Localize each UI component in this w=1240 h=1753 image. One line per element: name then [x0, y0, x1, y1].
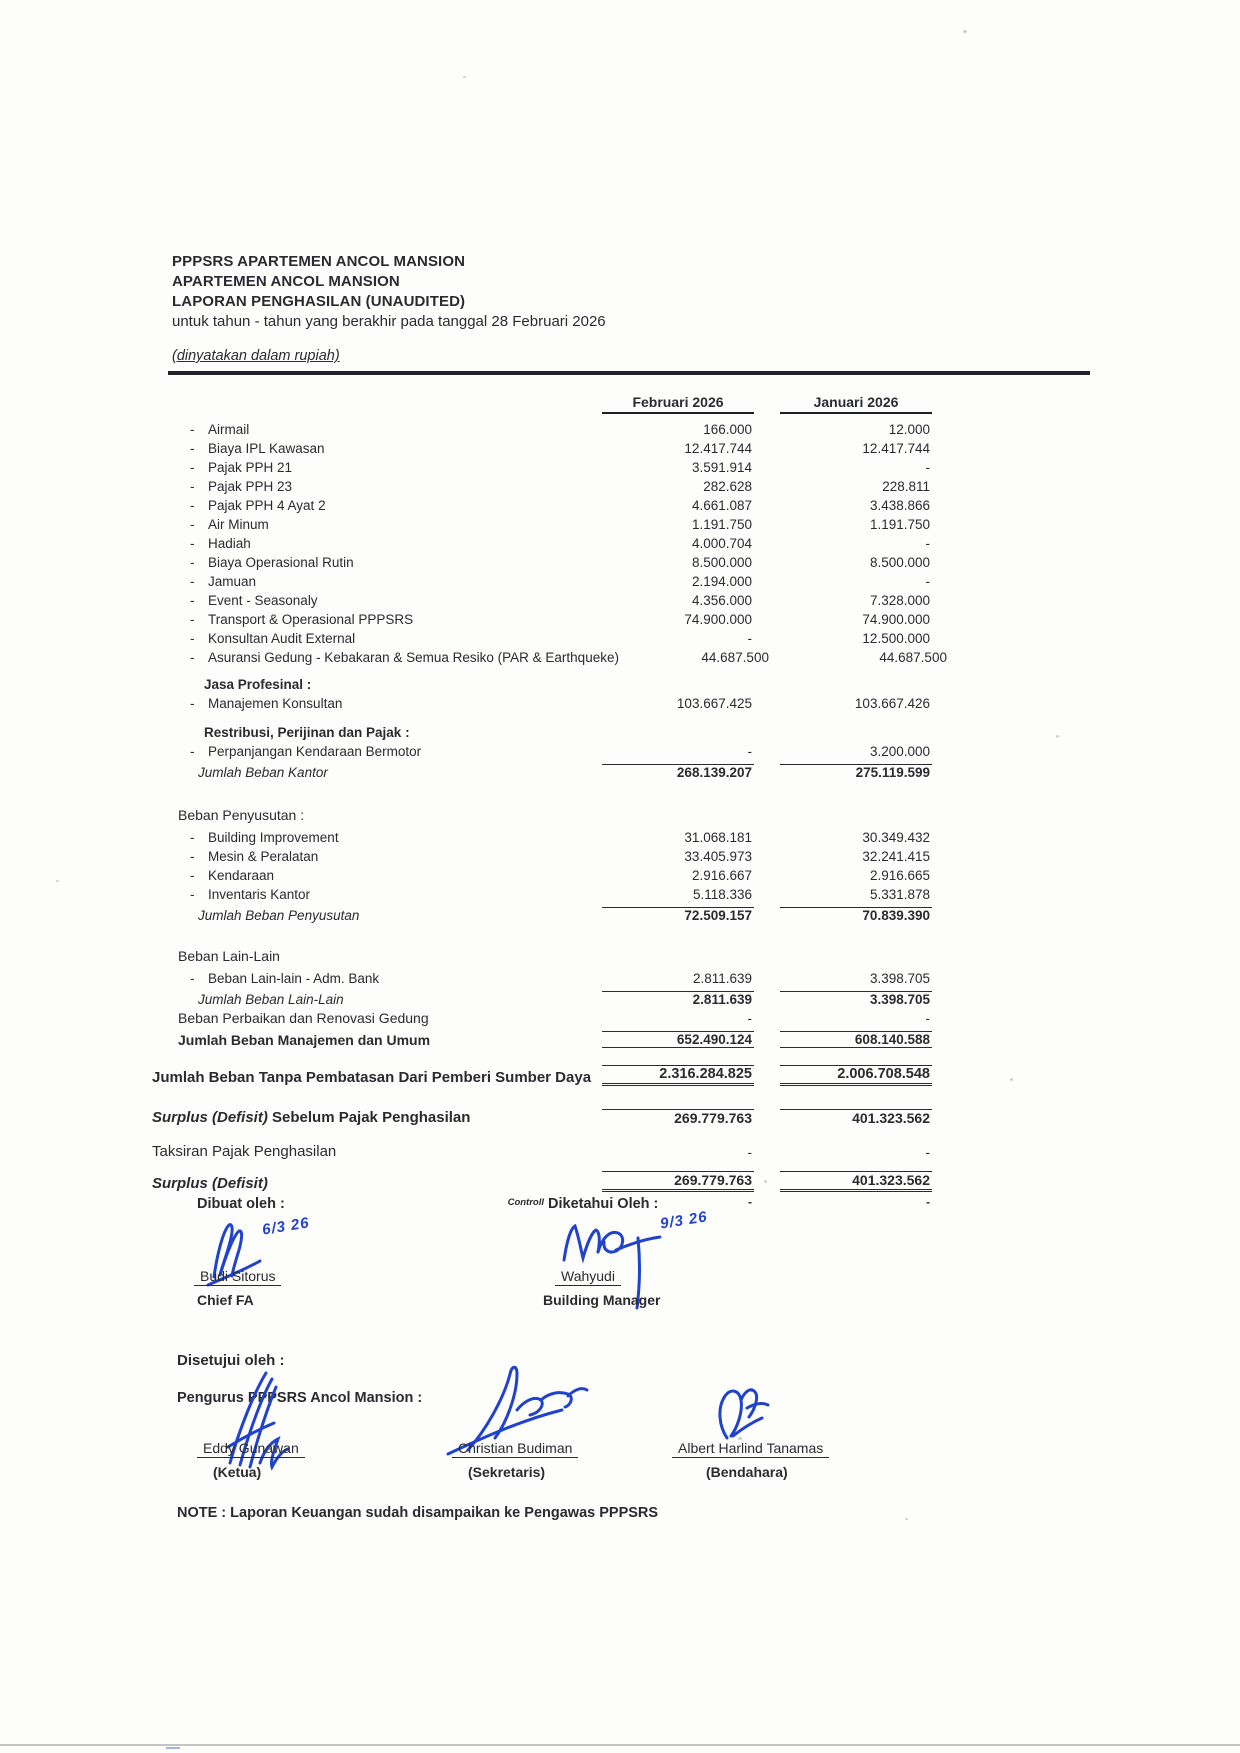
table-gap	[152, 665, 932, 672]
row-label: Beban Penyusutan :	[178, 807, 305, 823]
currency-note: (dinyatakan dalam rupiah)	[172, 348, 340, 364]
scan-speck	[905, 1518, 908, 1520]
table-row	[152, 986, 932, 1007]
value-jan: 12.417.744	[862, 441, 930, 456]
value-feb: 166.000	[703, 422, 752, 437]
table-row	[152, 608, 932, 627]
table-row	[152, 1102, 932, 1126]
value-feb: 5.118.336	[692, 887, 752, 902]
row-label: Jasa Profesinal :	[204, 677, 312, 692]
row-label: Taksiran Pajak Penghasilan	[152, 1143, 337, 1160]
row-label: - Biaya IPL Kawasan	[152, 441, 602, 456]
value-feb: 33.405.973	[684, 849, 752, 864]
document-header	[172, 252, 606, 332]
value-jan: 275.119.599	[780, 764, 932, 780]
value-feb: 31.068.181	[684, 830, 752, 845]
table-gap	[152, 923, 932, 945]
row-label: Beban Lain-Lain	[178, 948, 280, 964]
row-label: - Building Improvement	[152, 830, 602, 845]
table-row	[152, 945, 932, 964]
approved-by-subheading: Pengurus PPPSRS Ancol Mansion :	[177, 1390, 423, 1406]
handwritten-date-left: 6/3 26	[260, 1214, 311, 1239]
table-row	[152, 570, 932, 589]
table-row	[152, 720, 932, 740]
value-feb: 8.500.000	[691, 555, 752, 570]
report-title: LAPORAN PENGHASILAN (UNAUDITED)	[172, 293, 466, 310]
row-label: Surplus (Defisit) Sebelum Pajak Penghasilan	[152, 1109, 471, 1126]
value-feb: 103.667.425	[676, 696, 752, 711]
value-jan: 3.200.000	[869, 744, 930, 759]
table-row	[152, 826, 932, 845]
value-jan: 103.667.426	[854, 696, 930, 711]
value-feb: 2.194.000	[691, 574, 752, 589]
row-label: Jumlah Beban Penyusutan	[198, 908, 360, 923]
row-label: - Kendaraan	[152, 868, 602, 883]
value-jan: 1.191.750	[869, 517, 930, 532]
table-gap	[152, 1086, 932, 1102]
approver-3-name: Albert Harlind Tanamas	[672, 1440, 829, 1458]
table-row	[152, 845, 932, 864]
scan-speck	[764, 1180, 767, 1183]
table-row	[152, 437, 932, 456]
income-statement-table	[152, 388, 947, 1209]
table-row	[152, 804, 932, 823]
row-label: Jumlah Beban Tanpa Pembatasan Dari Pemberi Sumber Daya	[152, 1069, 592, 1086]
table-row	[152, 513, 932, 532]
table-row	[152, 1007, 932, 1026]
row-label: - Hadiah	[152, 536, 602, 551]
row-label: - Mesin & Peralatan	[152, 849, 602, 864]
org-name: PPPSRS APARTEMEN ANCOL MANSION	[172, 253, 466, 270]
header-divider-rule	[168, 371, 1090, 375]
table-row	[152, 740, 932, 759]
table-row	[152, 692, 932, 711]
value-jan: 12.500.000	[862, 631, 930, 646]
row-label: - Beban Lain-lain - Adm. Bank	[152, 971, 602, 986]
table-row	[152, 759, 932, 780]
value-feb: 4.000.704	[691, 536, 752, 551]
approver-2-role: (Sekretaris)	[468, 1464, 546, 1480]
table-row	[152, 864, 932, 883]
table-row	[152, 494, 932, 513]
scan-speck	[1010, 1078, 1013, 1081]
row-label: - Event - Seasonaly	[152, 593, 602, 608]
table-row	[152, 883, 932, 902]
value-feb: 4.356.000	[691, 593, 752, 608]
handwritten-date-right: 9/3 26	[658, 1208, 709, 1233]
column-header-januari: Januari 2026	[780, 394, 932, 414]
row-label: - Manajemen Konsultan	[152, 696, 602, 711]
value-jan: 401.323.562	[780, 1171, 932, 1192]
value-feb: 652.490.124	[602, 1031, 754, 1048]
row-label: Jumlah Beban Manajemen dan Umum	[178, 1032, 431, 1048]
table-row	[152, 967, 932, 986]
signature-eddy-gunawan	[200, 1365, 330, 1475]
row-label: Jumlah Beban Lain-Lain	[198, 992, 344, 1007]
value-jan: 228.811	[882, 479, 930, 494]
table-row	[152, 475, 932, 494]
row-label: - Konsultan Audit External	[152, 631, 602, 646]
table-row	[152, 551, 932, 570]
prepared-by-name: Budi Sitorus	[194, 1268, 281, 1286]
value-feb: 3.591.914	[691, 460, 752, 475]
table-gap	[152, 1160, 932, 1168]
value-jan: -	[925, 1011, 930, 1026]
table-row	[152, 418, 932, 437]
value-feb: 2.811.639	[692, 971, 752, 986]
value-jan: -	[925, 1145, 930, 1160]
value-feb: -	[747, 1145, 752, 1160]
value-jan: 5.331.878	[869, 887, 930, 902]
table-gap	[152, 1048, 932, 1060]
approver-1-name: Eddy Gunawan	[197, 1440, 305, 1458]
acknowledged-by-heading: Diketahui Oleh :	[548, 1196, 659, 1212]
table-gap	[152, 711, 932, 720]
table-row	[152, 1168, 932, 1192]
prepared-by-heading: Dibuat oleh :	[197, 1196, 285, 1212]
row-label: - Jamuan	[152, 574, 602, 589]
value-jan: 2.916.665	[869, 868, 930, 883]
value-feb: 282.628	[703, 479, 752, 494]
footer-note: NOTE : Laporan Keuangan sudah disampaikan ke Pengawas PPPSRS	[177, 1505, 659, 1521]
page-bottom-tick	[166, 1747, 180, 1749]
value-feb: -	[747, 631, 752, 646]
value-jan: -	[925, 536, 930, 551]
column-header-februari: Februari 2026	[602, 394, 754, 414]
table-header-row	[152, 388, 932, 414]
value-jan: 608.140.588	[780, 1031, 932, 1048]
scan-speck	[1056, 735, 1059, 738]
scan-speck	[56, 880, 59, 882]
row-label: - Perpanjangan Kendaraan Bermotor	[152, 744, 602, 759]
approver-1-role: (Ketua)	[213, 1464, 262, 1480]
report-table-rows	[152, 418, 947, 1209]
value-feb: 268.139.207	[602, 764, 754, 780]
row-label: Surplus (Defisit)	[152, 1175, 268, 1192]
value-jan: 2.006.708.548	[780, 1065, 932, 1086]
value-feb: -	[748, 1197, 752, 1209]
scan-speck	[963, 30, 967, 33]
table-row	[152, 646, 947, 665]
value-feb: 72.509.157	[602, 907, 754, 923]
value-jan: -	[925, 460, 930, 475]
value-jan: 30.349.432	[862, 830, 930, 845]
row-label-suffix: Sebelum Pajak Penghasilan	[267, 1109, 471, 1126]
table-gap	[152, 1126, 932, 1138]
page-bottom-edge	[0, 1744, 1240, 1746]
row-label: - Pajak PPH 23	[152, 479, 602, 494]
row-label: - Inventaris Kantor	[152, 887, 602, 902]
row-label: - Biaya Operasional Rutin	[152, 555, 602, 570]
approved-by-heading: Disetujui oleh :	[177, 1352, 285, 1369]
acknowledged-by-name: Wahyudi	[555, 1268, 621, 1286]
row-label: - Asuransi Gedung - Kebakaran & Semua Resiko (PAR & Earthqueke)	[152, 650, 619, 665]
table-row	[152, 672, 932, 692]
table-row	[152, 532, 932, 551]
table-row	[152, 1138, 932, 1160]
value-feb: 2.811.639	[602, 991, 754, 1007]
table-row	[152, 1026, 932, 1048]
value-feb: 1.191.750	[691, 517, 752, 532]
building-name: APARTEMEN ANCOL MANSION	[172, 273, 400, 290]
value-jan: 7.328.000	[869, 593, 930, 608]
value-feb: -	[747, 744, 752, 759]
value-jan: 3.438.866	[869, 498, 930, 513]
row-label: - Pajak PPH 4 Ayat 2	[152, 498, 602, 513]
approver-3-role: (Bendahara)	[706, 1464, 788, 1480]
value-feb: 269.779.763	[602, 1171, 754, 1192]
value-jan: 44.687.500	[879, 650, 947, 665]
table-row	[152, 902, 932, 923]
value-jan: 3.398.705	[869, 971, 930, 986]
value-jan: -	[925, 574, 930, 589]
row-label: - Air Minum	[152, 517, 602, 532]
value-jan: 3.398.705	[780, 991, 932, 1007]
value-jan: 12.000	[888, 422, 930, 437]
scan-speck	[463, 76, 466, 78]
table-row	[152, 627, 932, 646]
row-label: - Pajak PPH 21	[152, 460, 602, 475]
row-label: Controll	[507, 1197, 544, 1208]
value-feb: 2.916.667	[691, 868, 752, 883]
value-jan: 70.839.390	[780, 907, 932, 923]
report-period: untuk tahun - tahun yang berakhir pada tanggal 28 Februari 2026	[172, 313, 606, 330]
prepared-by-title: Chief FA	[197, 1292, 254, 1308]
value-jan: -	[926, 1197, 930, 1209]
value-feb: 269.779.763	[602, 1109, 754, 1126]
row-label: Jumlah Beban Kantor	[198, 765, 328, 780]
value-jan: 74.900.000	[862, 612, 930, 627]
table-gap	[152, 780, 932, 804]
scan-speck	[738, 1437, 742, 1440]
row-label: Restribusi, Perijinan dan Pajak :	[204, 725, 410, 740]
row-label: - Airmail	[152, 422, 602, 437]
value-feb: -	[747, 1011, 752, 1026]
table-row	[152, 1060, 932, 1086]
approver-2-name: Christian Budiman	[452, 1440, 578, 1458]
value-feb: 74.900.000	[684, 612, 752, 627]
value-jan: 32.241.415	[862, 849, 930, 864]
row-label: - Transport & Operasional PPPSRS	[152, 612, 602, 627]
value-jan: 401.323.562	[780, 1109, 932, 1126]
value-feb: 2.316.284.825	[602, 1065, 754, 1086]
value-feb: 12.417.744	[684, 441, 752, 456]
row-label: Beban Perbaikan dan Renovasi Gedung	[178, 1010, 429, 1026]
table-row	[152, 589, 932, 608]
value-jan: 8.500.000	[869, 555, 930, 570]
value-feb: 4.661.087	[691, 498, 752, 513]
table-row	[152, 456, 932, 475]
acknowledged-by-title: Building Manager	[543, 1292, 661, 1308]
value-feb: 44.687.500	[701, 650, 769, 665]
